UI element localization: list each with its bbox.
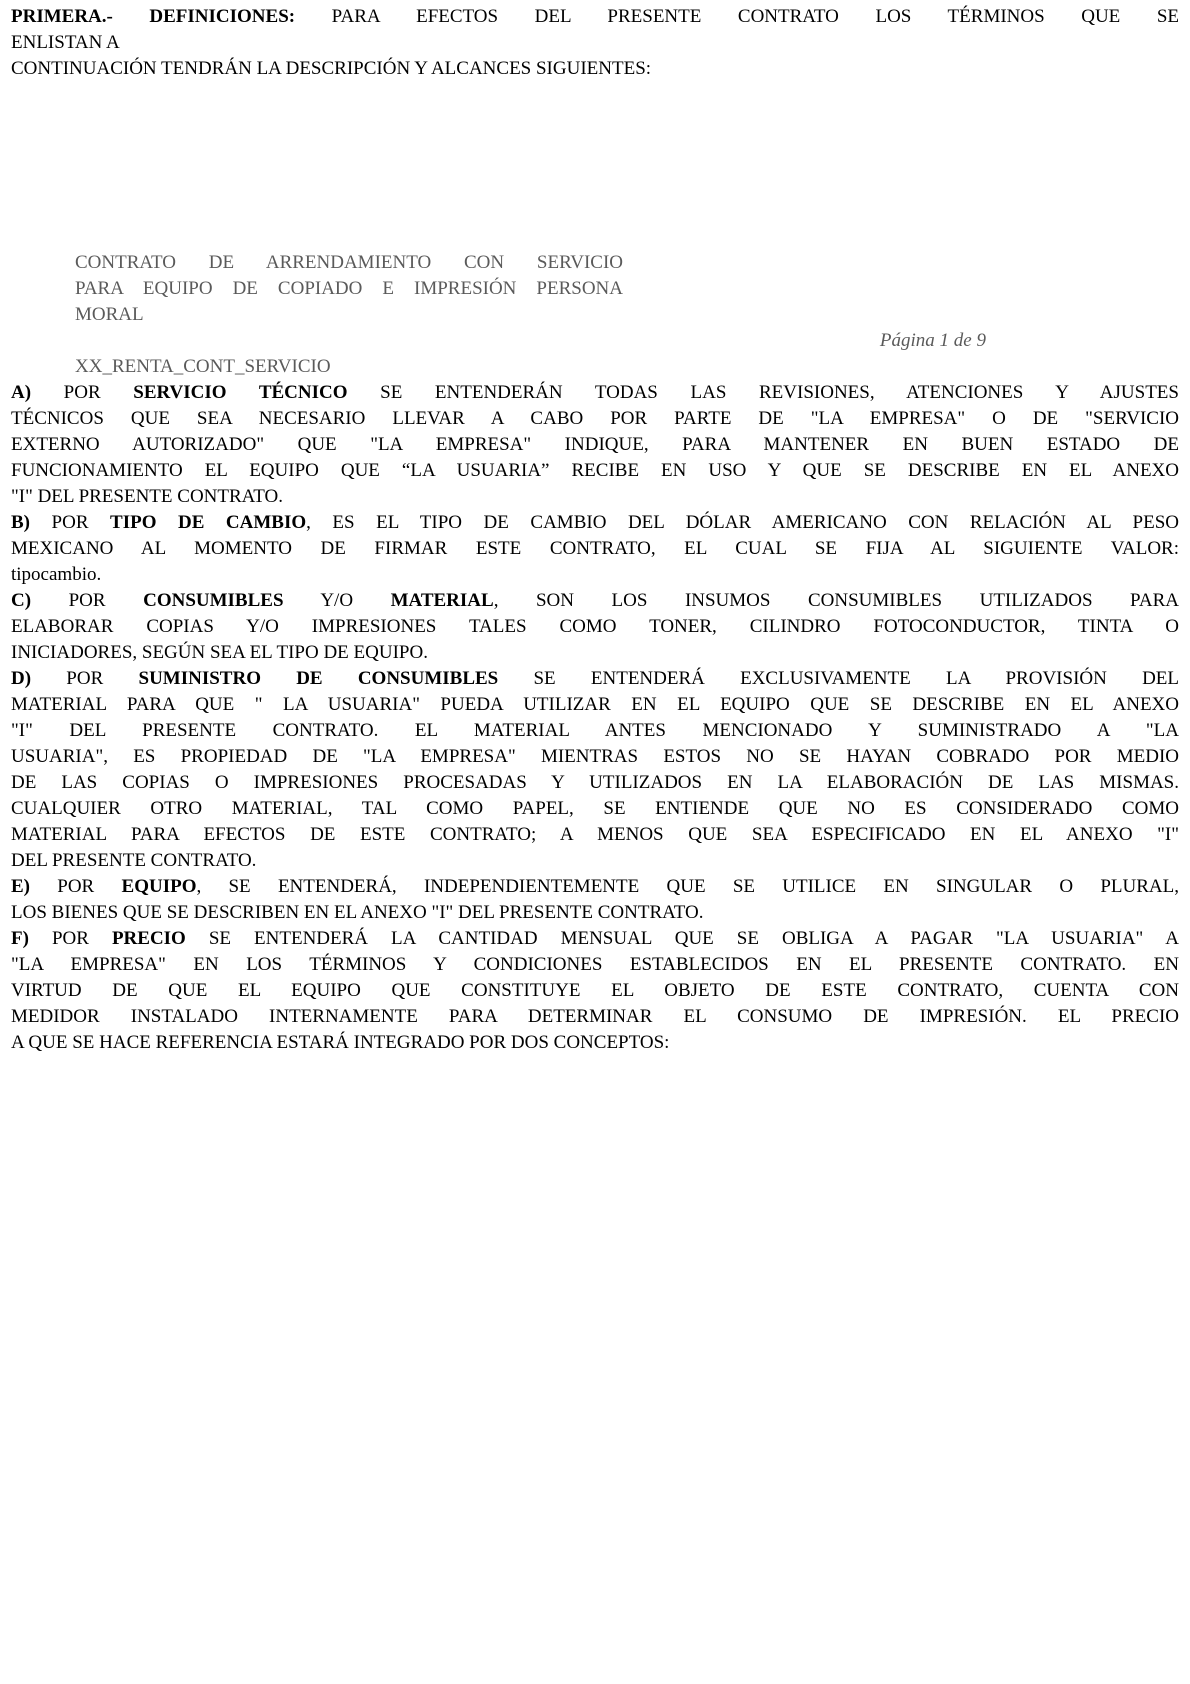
- bold-term: EQUIPO: [121, 876, 197, 897]
- bold-term: D): [11, 668, 32, 689]
- body-text: EXTERNO AUTORIZADO" QUE "LA EMPRESA" INDIQUE, PARA MANTENER EN BUEN ESTADO DE: [11, 434, 1179, 455]
- text-line: [75, 276, 623, 302]
- body-text: CUALQUIER OTRO MATERIAL, TAL COMO PAPEL, SE ENTIENDE QUE NO ES CONSIDERADO COMO: [11, 798, 1179, 819]
- text-line: [11, 30, 1179, 56]
- bold-term: PRECIO: [111, 928, 186, 949]
- text-line: [11, 56, 1179, 82]
- body-text: DE LAS COPIAS O IMPRESIONES PROCESADAS Y UTILIZADOS EN LA ELABORACIÓN DE LAS MISMAS.: [11, 772, 1179, 793]
- body-text: POR: [30, 876, 122, 897]
- body-text: LOS BIENES QUE SE DESCRIBEN EN EL ANEXO "I" DEL PRESENTE CONTRATO.: [11, 902, 704, 923]
- body-text: CONTRATO DE ARRENDAMIENTO CON SERVICIO: [75, 252, 623, 273]
- body-text: POR: [31, 668, 139, 689]
- text-line: [11, 536, 1179, 562]
- body-text: PARA EFECTOS DEL PRESENTE CONTRATO LOS TÉRMINOS QUE SE: [295, 6, 1179, 27]
- body-text: INICIADORES, SEGÚN SEA EL TIPO DE EQUIPO.: [11, 642, 428, 663]
- text-line: [11, 484, 1179, 510]
- text-line: [11, 640, 1179, 666]
- intro-paragraph: [11, 4, 1179, 82]
- body-text: , SE ENTENDERÁ, INDEPENDIENTEMENTE QUE SE UTILICE EN SINGULAR O PLURAL,: [196, 876, 1179, 897]
- body-text: MATERIAL PARA QUE " LA USUARIA" PUEDA UTILIZAR EN EL EQUIPO QUE SE DESCRIBE EN EL ANEXO: [11, 694, 1179, 715]
- body-text: "LA EMPRESA" EN LOS TÉRMINOS Y CONDICIONES ESTABLECIDOS EN EL PRESENTE CONTRATO. EN: [11, 954, 1179, 975]
- text-line: [11, 406, 1179, 432]
- body-text: DEL PRESENTE CONTRATO.: [11, 850, 257, 871]
- text-line: [11, 380, 1179, 406]
- bold-term: TIPO DE CAMBIO: [110, 512, 307, 533]
- body-text: POR: [31, 590, 144, 611]
- text-line: [11, 510, 1179, 536]
- definitions-list: [11, 380, 1179, 1056]
- document-title: [75, 250, 623, 328]
- text-line: [11, 432, 1179, 458]
- body-text: ELABORAR COPIAS Y/O IMPRESIONES TALES COMO TONER, CILINDRO FOTOCONDUCTOR, TINTA O: [11, 616, 1179, 637]
- text-line: [11, 900, 1179, 926]
- text-line: [11, 848, 1179, 874]
- body-text: MEXICANO AL MOMENTO DE FIRMAR ESTE CONTRATO, EL CUAL SE FIJA AL SIGUIENTE VALOR:: [11, 538, 1179, 559]
- document-code: XX_RENTA_CONT_SERVICIO: [75, 356, 331, 377]
- body-text: "I" DEL PRESENTE CONTRATO. EL MATERIAL ANTES MENCIONADO Y SUMINISTRADO A "LA: [11, 720, 1179, 741]
- bold-term: B): [11, 512, 30, 533]
- bold-term: E): [11, 876, 30, 897]
- definition-paragraph-a: [11, 380, 1179, 510]
- definition-paragraph-d: [11, 666, 1179, 874]
- text-line: [11, 978, 1179, 1004]
- body-text: PARA EQUIPO DE COPIADO E IMPRESIÓN PERSONA: [75, 278, 623, 299]
- text-line: [11, 1004, 1179, 1030]
- body-text: MORAL: [75, 304, 144, 325]
- bold-term: SUMINISTRO DE CONSUMIBLES: [138, 668, 499, 689]
- body-text: tipocambio.: [11, 564, 102, 585]
- text-line: [11, 614, 1179, 640]
- text-line: [11, 770, 1179, 796]
- text-line: [11, 4, 1179, 30]
- body-text: , SON LOS INSUMOS CONSUMIBLES UTILIZADOS PARA: [493, 590, 1179, 611]
- bold-term: PRIMERA.- DEFINICIONES:: [11, 6, 296, 27]
- body-text: CONTINUACIÓN TENDRÁN LA DESCRIPCIÓN Y ALCANCES SIGUIENTES:: [11, 58, 652, 79]
- body-text: VIRTUD DE QUE EL EQUIPO QUE CONSTITUYE EL OBJETO DE ESTE CONTRATO, CUENTA CON: [11, 980, 1179, 1001]
- text-line: [11, 796, 1179, 822]
- text-line: [75, 302, 623, 328]
- body-text: POR: [28, 928, 112, 949]
- bold-term: SERVICIO TÉCNICO: [133, 382, 348, 403]
- body-text: MATERIAL PARA EFECTOS DE ESTE CONTRATO; A MENOS QUE SEA ESPECIFICADO EN EL ANEXO "I": [11, 824, 1179, 845]
- bold-term: CONSUMIBLES: [143, 590, 284, 611]
- body-text: SE ENTENDERÁ LA CANTIDAD MENSUAL QUE SE OBLIGA A PAGAR "LA USUARIA" A: [185, 928, 1179, 949]
- body-text: FUNCIONAMIENTO EL EQUIPO QUE “LA USUARIA” RECIBE EN USO Y QUE SE DESCRIBE EN EL ANEXO: [11, 460, 1179, 481]
- text-line: [11, 666, 1179, 692]
- definition-paragraph-c: [11, 588, 1179, 666]
- body-text: ENLISTAN A: [11, 32, 120, 53]
- body-text: USUARIA", ES PROPIEDAD DE "LA EMPRESA" MIENTRAS ESTOS NO SE HAYAN COBRADO POR MEDIO: [11, 746, 1179, 767]
- body-text: POR: [30, 512, 111, 533]
- body-text: Y/O: [283, 590, 391, 611]
- definition-paragraph-e: [11, 874, 1179, 926]
- text-line: [11, 926, 1179, 952]
- definition-paragraph-b: [11, 510, 1179, 588]
- body-text: A QUE SE HACE REFERENCIA ESTARÁ INTEGRADO POR DOS CONCEPTOS:: [11, 1032, 670, 1053]
- definition-paragraph-f: [11, 926, 1179, 1056]
- bold-term: A): [11, 382, 32, 403]
- body-text: MEDIDOR INSTALADO INTERNAMENTE PARA DETERMINAR EL CONSUMO DE IMPRESIÓN. EL PRECIO: [11, 1006, 1179, 1027]
- text-line: [11, 1030, 1179, 1056]
- document-header: [11, 250, 1179, 380]
- text-line: [11, 458, 1179, 484]
- text-line: [75, 250, 623, 276]
- body-text: "I" DEL PRESENTE CONTRATO.: [11, 486, 284, 507]
- text-line: [11, 874, 1179, 900]
- page-number: Página 1 de 9: [879, 330, 986, 351]
- bold-term: MATERIAL: [390, 590, 494, 611]
- bold-term: C): [11, 590, 32, 611]
- body-text: , ES EL TIPO DE CAMBIO DEL DÓLAR AMERICANO CON RELACIÓN AL PESO: [306, 512, 1179, 533]
- text-line: [11, 562, 1179, 588]
- bold-term: F): [11, 928, 29, 949]
- body-text: SE ENTENDERÁN TODAS LAS REVISIONES, ATENCIONES Y AJUSTES: [347, 382, 1179, 403]
- body-text: POR: [31, 382, 134, 403]
- text-line: [11, 588, 1179, 614]
- text-line: [11, 744, 1179, 770]
- body-text: SE ENTENDERÁ EXCLUSIVAMENTE LA PROVISIÓN DEL: [498, 668, 1179, 689]
- body-text: TÉCNICOS QUE SEA NECESARIO LLEVAR A CABO POR PARTE DE "LA EMPRESA" O DE "SERVICIO: [11, 408, 1179, 429]
- text-line: [11, 822, 1179, 848]
- text-line: [11, 692, 1179, 718]
- text-line: [11, 718, 1179, 744]
- text-line: [11, 952, 1179, 978]
